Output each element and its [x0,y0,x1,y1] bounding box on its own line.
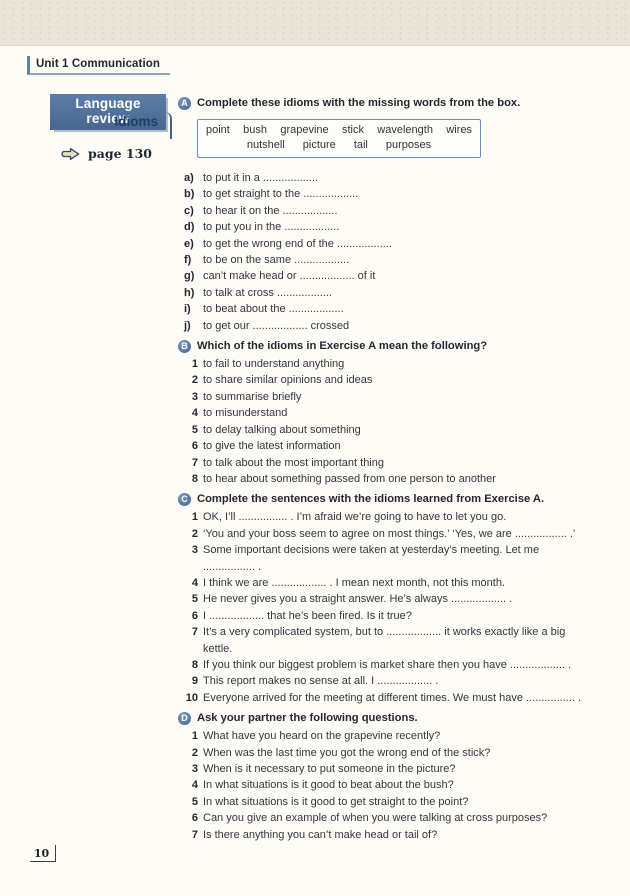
item-text: Everyone arrived for the meeting at different times. We must have ................ . [203,691,582,704]
item-text: This report makes no sense at all. I .................. . [203,675,439,688]
item-label: b) [184,188,195,201]
item-text: to talk at cross .................. [203,286,332,299]
item-label: c) [184,204,194,217]
unit-header [27,56,170,75]
item-text: to summarise briefly [203,390,302,403]
item-text: OK, I’ll ................ . I’m afraid we’re going to have to let you go. [203,511,507,524]
item-text: If you think our biggest problem is market share then you have .................. . [203,658,572,671]
language-review-title: Language review [75,96,141,126]
word-box-word: point [206,124,230,136]
list-item [184,591,618,607]
list-item [184,285,618,301]
item-text: can’t make head or .................. of it [203,270,376,283]
word-box-word: purposes [385,139,432,151]
list-item [184,268,618,284]
exercise-c [178,492,618,706]
list-item [184,356,618,372]
item-text: In what situations is it good to beat about the bush? [203,779,454,792]
item-label: 1 [191,730,198,743]
item-label: 5 [191,423,198,436]
list-item [184,301,618,317]
item-text: to get the wrong end of the .................. [203,237,392,250]
item-label: 10 [185,691,198,704]
item-text: When was the last time you got the wrong end of the stick? [203,746,491,759]
item-text: It’s a very complicated system, but to .................. it works exactly like a big [203,626,566,639]
list-item [184,728,618,744]
exercise-letter-badge: D [178,712,191,725]
item-label: 6 [191,440,198,453]
item-label: 3 [191,544,198,557]
word-box [197,119,481,158]
item-label: 6 [191,812,198,825]
list-item [184,624,618,657]
list-item [184,455,618,471]
list-item [184,405,618,421]
exercise-b-items [184,356,618,487]
item-label: 2 [191,527,198,540]
word-box-word: wavelength [377,124,433,136]
item-label: 4 [191,407,198,420]
page-number [30,845,56,862]
item-text: Is there anything you can’t make head or tail of? [203,828,438,841]
item-label: 8 [191,658,198,671]
list-item [184,657,618,673]
word-box-word: bush [243,124,268,136]
arrow-right-icon [60,147,81,161]
item-label: 1 [191,511,198,524]
list-item [184,203,618,219]
item-text: What have you heard on the grapevine recently? [203,730,441,743]
list-item [184,542,618,575]
exercise-b-heading [178,339,618,354]
word-box-row [206,123,472,138]
item-label: 5 [191,593,198,606]
exercise-c-title: Complete the sentences with the idioms learned from Exercise A. [197,493,545,506]
list-item [184,438,618,454]
list-item [184,509,618,525]
item-label: g) [184,270,195,283]
exercise-letter-badge: A [178,97,191,110]
idioms-subtitle: Idioms [114,114,158,129]
list-item [184,219,618,235]
unit-header-label: Unit 1 Communication [36,58,161,70]
page-reference-label: page 130 [88,146,152,161]
item-label: i) [184,303,191,316]
item-text: to give the latest information [203,440,341,453]
list-item [184,252,618,268]
list-item [184,526,618,542]
item-text: He never gives you a straight answer. He’s always .................. . [203,593,513,606]
list-item [184,372,618,388]
item-text: to hear it on the .................. [203,204,338,217]
item-label: 9 [191,675,198,688]
item-text: to share similar opinions and ideas [203,374,373,387]
item-text: to get straight to the .................. [203,188,359,201]
list-item [184,471,618,487]
item-text: When is it necessary to put someone in the picture? [203,763,456,775]
word-box-word: grapevine [280,124,329,136]
list-item [184,745,618,761]
item-label: h) [184,286,195,299]
item-label: 2 [191,374,198,387]
exercise-c-heading [178,492,618,507]
page-reference [60,146,152,161]
item-label: 6 [191,609,198,622]
item-text: to talk about the most important thing [203,456,384,469]
item-label: 4 [191,779,198,792]
item-label: 7 [191,456,198,469]
list-item [184,794,618,810]
list-item [184,761,618,777]
exercise-a-title: Complete these idioms with the missing words from the box. [197,97,521,109]
item-label: 3 [191,763,198,775]
item-text: to beat about the .................. [203,303,344,316]
sidebar-bracket-line [164,112,172,139]
item-text: to misunderstand [203,407,288,420]
item-label: 4 [191,576,198,589]
exercise-a [178,96,618,334]
word-box-word: nutshell [246,139,285,151]
list-item [184,575,618,591]
list-item [184,673,618,689]
item-label: f) [184,254,192,267]
item-label: 2 [191,746,198,759]
item-text: Can you give an example of when you were talking at cross purposes? [203,812,548,825]
list-item [184,389,618,405]
item-text: In what situations is it good to get straight to the point? [203,795,469,808]
list-item [184,170,618,186]
item-text-continued: ................. . [203,560,262,573]
item-label: 7 [191,828,198,841]
exercise-letter-badge: C [178,493,191,506]
item-text: I .................. that he’s been fired. Is it true? [203,609,412,622]
list-item [184,827,618,843]
item-text: to get our .................. crossed [203,319,350,332]
item-text: to delay talking about something [203,423,361,436]
word-box-word: picture [302,139,336,151]
exercise-b [178,339,618,487]
item-label: 5 [191,795,198,808]
list-item [184,318,618,334]
item-text: to be on the same .................. [203,254,350,267]
exercise-letter-badge: B [178,340,191,353]
list-item [184,810,618,826]
list-item [184,777,618,793]
exercise-c-items [184,509,618,706]
item-label: 1 [191,358,198,371]
exercise-a-heading [178,96,618,111]
item-text: to put you in the .................. [203,221,340,234]
item-text: Some important decisions were taken at yesterday’s meeting. Let me [203,544,540,557]
item-label: 7 [191,626,198,639]
item-label: 8 [191,472,198,485]
item-text: to hear about something passed from one person to another [203,472,496,485]
item-label: d) [184,221,195,234]
item-text-continued: kettle. [203,642,233,655]
item-label: e) [184,237,194,250]
item-text: to put it in a .................. [203,172,318,184]
scan-top-band [0,0,630,46]
exercise-d-items [184,728,618,843]
exercise-a-items [184,170,618,334]
word-box-word: wires [446,124,472,136]
word-box-row [206,138,472,153]
list-item [184,236,618,252]
list-item [184,608,618,624]
list-item [184,422,618,438]
exercise-d-title: Ask your partner the following questions. [197,712,418,725]
item-text: ‘You and your boss seem to agree on most things.’ ‘Yes, we are ................. .’ [203,527,576,540]
item-label: j) [184,319,191,332]
list-item [184,186,618,202]
exercise-d-heading [178,711,618,726]
page-number-value: 10 [33,847,50,860]
item-text: to fail to understand anything [203,358,345,371]
item-text: I think we are .................. . I mean next month, not this month. [203,576,506,589]
word-box-word: stick [341,124,364,136]
item-label: 3 [191,390,198,403]
list-item [184,690,618,706]
exercise-d [178,711,618,843]
main-content [178,96,618,848]
exercise-b-title: Which of the idioms in Exercise A mean the following? [197,340,488,353]
item-label: a) [184,172,194,184]
word-box-word: tail [353,139,368,151]
